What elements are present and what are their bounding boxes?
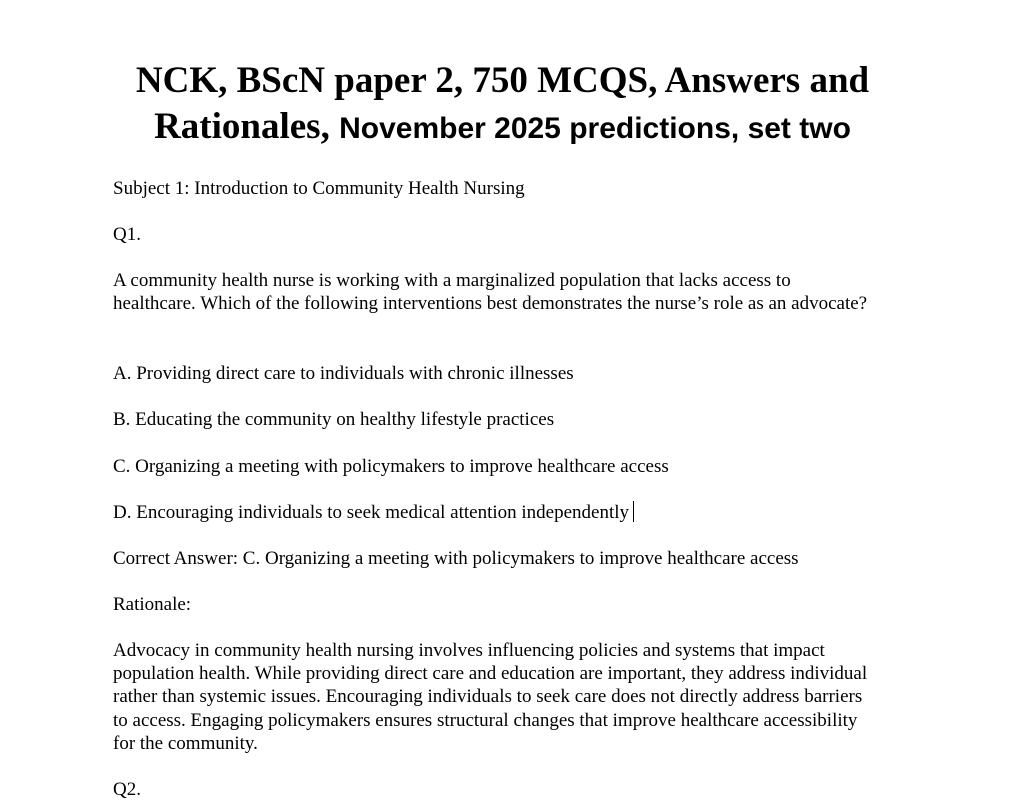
rationale-label: Rationale: — [113, 594, 192, 615]
option-b: B. Educating the community on healthy lifestyle practices — [113, 409, 555, 430]
rationale-text: Advocacy in community health nursing involves influencing policies and systems that impact population health. While providing direct care and education are important, they address individual rather than systemic issues. Encouraging individuals to seek care does not directly address barriers to access. Engaging policymakers ensures structural changes that improve healthcare accessibility for the community. — [113, 640, 868, 754]
document-title-line-2 — [0, 104, 1005, 152]
text-cursor — [633, 501, 634, 522]
option-c: C. Organizing a meeting with policymakers to improve healthcare access — [113, 456, 669, 477]
title-sans-part: November 2025 predictions, set two — [339, 112, 851, 145]
option-d: D. Encouraging individuals to seek medical attention independently — [113, 502, 630, 523]
subject-heading: Subject 1: Introduction to Community Health Nursing — [113, 178, 525, 199]
correct-answer: Correct Answer: C. Organizing a meeting with policymakers to improve healthcare access — [113, 548, 799, 569]
question-stem: A community health nurse is working with a marginalized population that lacks access to healthcare. Which of the following interventions best demonstrates the nurse’s role as an advocate? — [113, 270, 868, 315]
question-number: Q1. — [113, 224, 141, 245]
document-title-line-1: NCK, BScN paper 2, 750 MCQS, Answers and — [135, 60, 870, 101]
title-serif-part: Rationales, — [154, 106, 340, 147]
option-d-line — [113, 501, 634, 524]
option-a: A. Providing direct care to individuals with chronic illnesses — [113, 363, 574, 384]
question-number: Q2. — [113, 779, 141, 800]
